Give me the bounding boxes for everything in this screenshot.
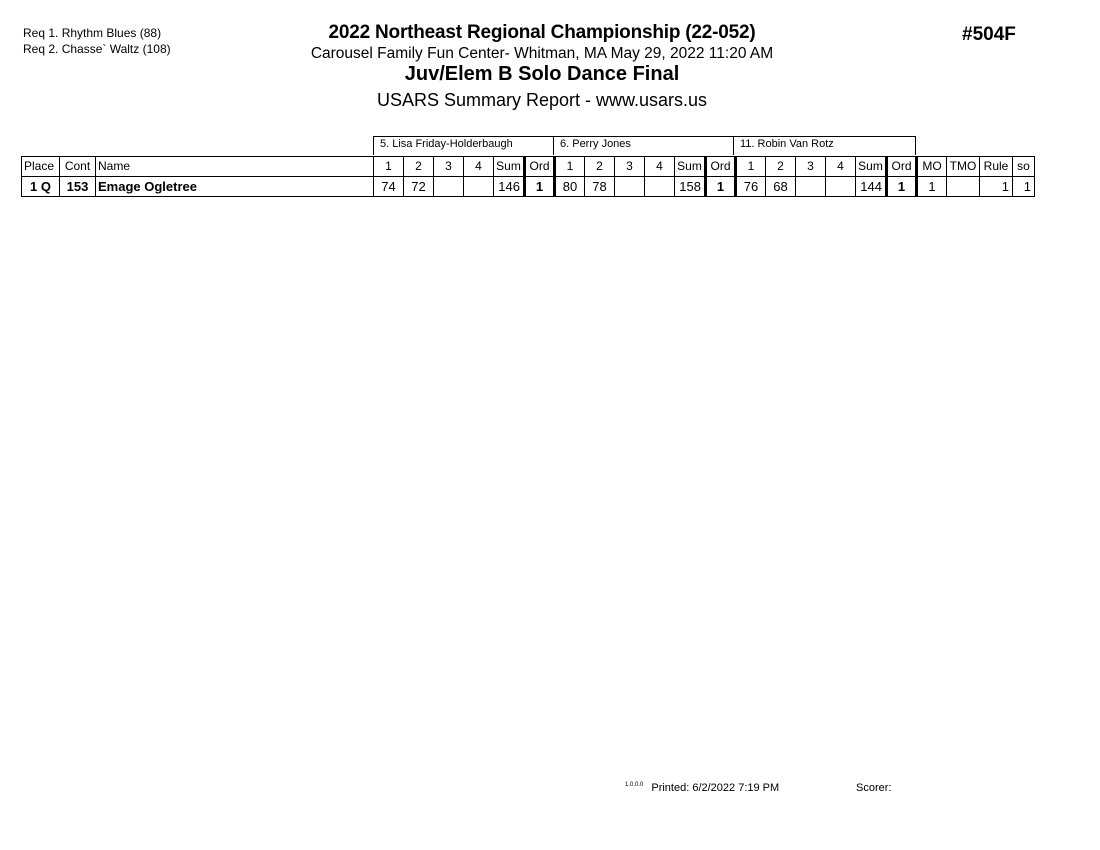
- col-rule: Rule: [980, 157, 1013, 177]
- cell-so: 1: [1013, 177, 1035, 197]
- col-j3-ord: Ord: [887, 157, 917, 177]
- col-j2-ord: Ord: [706, 157, 736, 177]
- col-j2-1: 1: [555, 157, 585, 177]
- col-j3-1: 1: [736, 157, 766, 177]
- col-so: so: [1013, 157, 1035, 177]
- cell-tmo: [947, 177, 980, 197]
- cell-j2-score1: 80: [555, 177, 585, 197]
- cell-j1-score4: [464, 177, 494, 197]
- venue-date: Carousel Family Fun Center- Whitman, MA May 29, 2022 11:20 AM: [310, 45, 774, 62]
- event-name: Juv/Elem B Solo Dance Final: [404, 63, 680, 85]
- col-j2-sum: Sum: [675, 157, 706, 177]
- col-j2-4: 4: [645, 157, 675, 177]
- cell-j2-sum: 158: [675, 177, 706, 197]
- cell-j1-ord: 1: [525, 177, 555, 197]
- col-tmo: TMO: [947, 157, 980, 177]
- judge-header-2: 6. Perry Jones: [553, 136, 734, 155]
- cell-j3-score3: [796, 177, 826, 197]
- event-number: #504F: [962, 24, 1016, 45]
- judge-header-3: 11. Robin Van Rotz: [733, 136, 916, 155]
- col-j1-4: 4: [464, 157, 494, 177]
- cell-j3-ord: 1: [887, 177, 917, 197]
- judge-header-1: 5. Lisa Friday-Holderbaugh: [373, 136, 554, 155]
- cell-j2-score3: [615, 177, 645, 197]
- cell-j1-score3: [434, 177, 464, 197]
- col-j1-3: 3: [434, 157, 464, 177]
- col-j3-sum: Sum: [856, 157, 887, 177]
- requirement-1: Req 1. Rhythm Blues (88): [23, 26, 162, 40]
- cell-j3-sum: 144: [856, 177, 887, 197]
- col-mo: MO: [917, 157, 947, 177]
- version-tiny: 1.0.0.0: [625, 782, 644, 788]
- col-j2-3: 3: [615, 157, 645, 177]
- cell-j3-score2: 68: [766, 177, 796, 197]
- col-place: Place: [22, 157, 60, 177]
- requirement-2: Req 2. Chasse` Waltz (108): [23, 42, 171, 56]
- table-row: [22, 177, 1035, 197]
- table-header-row: [22, 157, 1035, 177]
- col-j3-4: 4: [826, 157, 856, 177]
- cell-j2-score4: [645, 177, 675, 197]
- scorer-label: Scorer:: [856, 782, 892, 794]
- col-j2-2: 2: [585, 157, 615, 177]
- cell-j3-score1: 76: [736, 177, 766, 197]
- cell-j1-sum: 146: [494, 177, 525, 197]
- col-name: Name: [96, 157, 374, 177]
- cell-j1-score1: 74: [374, 177, 404, 197]
- col-cont: Cont: [60, 157, 96, 177]
- col-j1-2: 2: [404, 157, 434, 177]
- printed-date: Printed: 6/2/2022 7:19 PM: [651, 782, 780, 794]
- col-j1-1: 1: [374, 157, 404, 177]
- scores-table: [21, 156, 1035, 197]
- col-j1-ord: Ord: [525, 157, 555, 177]
- cell-name: Emage Ogletree: [96, 177, 374, 197]
- col-j1-sum: Sum: [494, 157, 525, 177]
- cell-rule: 1: [980, 177, 1013, 197]
- cell-mo: 1: [917, 177, 947, 197]
- page-title: 2022 Northeast Regional Championship (22-052): [328, 22, 756, 43]
- col-j3-3: 3: [796, 157, 826, 177]
- printed-info: [625, 782, 779, 794]
- cell-place: 1 Q: [22, 177, 60, 197]
- cell-j2-ord: 1: [706, 177, 736, 197]
- cell-cont: 153: [60, 177, 96, 197]
- cell-j1-score2: 72: [404, 177, 434, 197]
- cell-j2-score2: 78: [585, 177, 615, 197]
- report-title: USARS Summary Report - www.usars.us: [376, 90, 708, 110]
- cell-j3-score4: [826, 177, 856, 197]
- col-j3-2: 2: [766, 157, 796, 177]
